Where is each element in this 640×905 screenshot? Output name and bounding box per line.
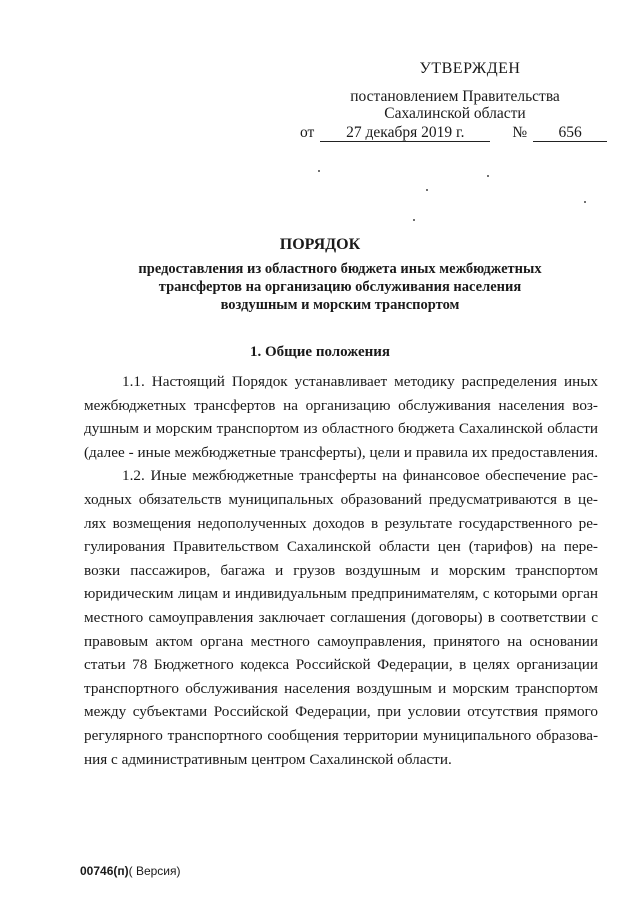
- approval-block: [300, 60, 610, 142]
- scan-speck: [487, 175, 489, 177]
- paragraph-line: межбюджетных трансфертов на организацию обслуживания населения воз-: [84, 396, 598, 414]
- section-heading: 1. Общие положения: [249, 344, 391, 360]
- decree-number: 656: [533, 124, 607, 142]
- paragraph-line: статьи 78 Бюджетного кодекса Российской Федерации, в целях организации: [84, 656, 598, 674]
- decree-reference: [300, 88, 610, 122]
- paragraph-line: возки пассажиров, багажа и грузов воздушным и морским транспортом: [84, 561, 598, 579]
- document-code: 00746(п): [80, 864, 129, 878]
- paragraph-line: местного самоуправления заключает соглашения (договоры) в соответствии с: [84, 608, 598, 626]
- subtitle-line: воздушным и морским транспортом: [220, 297, 460, 313]
- paragraph-line: (далее - иные межбюджетные трансферты), цели и правила их предоставления.: [84, 443, 598, 461]
- scan-speck: [318, 170, 320, 172]
- document-footer: [80, 864, 181, 878]
- paragraph-line: 1.2. Иные межбюджетные трансферты на финансовое обеспечение рас-: [122, 467, 598, 485]
- subtitle-line: предоставления из областного бюджета иных межбюджетных: [138, 261, 542, 277]
- scan-speck: [426, 189, 428, 191]
- document-version: ( Версия): [128, 864, 181, 878]
- document-title: ПОРЯДОК: [279, 236, 361, 253]
- paragraph-line: между субъектами Российской Федерации, при условии отсутствия прямого: [84, 703, 598, 721]
- paragraph-line: юридическим лицам и индивидуальным предпринимателям, с которыми орган: [84, 585, 598, 603]
- scan-speck: [413, 219, 415, 221]
- subtitle-line: трансфертов на организацию обслуживания населения: [158, 279, 522, 295]
- from-label: от: [300, 124, 315, 141]
- paragraph-line: душным и морским транспортом из областного бюджета Сахалинской области: [84, 420, 598, 438]
- document-subtitle: [100, 260, 580, 314]
- decree-line-2: Сахалинской области: [384, 105, 526, 122]
- paragraph-line: лях возмещения недополученных доходов в результате государственного ре-: [84, 514, 598, 532]
- paragraph-line: транспортного обслуживания населения воздушным и морским транспортом: [84, 679, 598, 697]
- paragraph-line: регулярного транспортного сообщения территории муниципального образова-: [84, 726, 598, 744]
- paragraph-line: правовым актом органа местного самоуправления, принятого на основании: [84, 632, 598, 650]
- approved-stamp: УТВЕРЖДЕН: [419, 60, 521, 77]
- decree-line-1: постановлением Правительства: [350, 88, 560, 105]
- decree-date-row: [300, 124, 610, 142]
- paragraph-line: гулирования Правительством Сахалинской области цен (тарифов) на пере-: [84, 538, 598, 556]
- decree-date: 27 декабря 2019 г.: [320, 124, 490, 142]
- paragraph-line: ния с административным центром Сахалинской области.: [84, 750, 452, 768]
- scan-speck: [584, 201, 586, 203]
- body-text: [84, 370, 598, 771]
- paragraph-line: 1.1. Настоящий Порядок устанавливает методику распределения иных: [122, 373, 598, 390]
- paragraph-line: ходных обязательств муниципальных образований предусматриваются в це-: [84, 490, 598, 508]
- number-label: №: [512, 124, 528, 141]
